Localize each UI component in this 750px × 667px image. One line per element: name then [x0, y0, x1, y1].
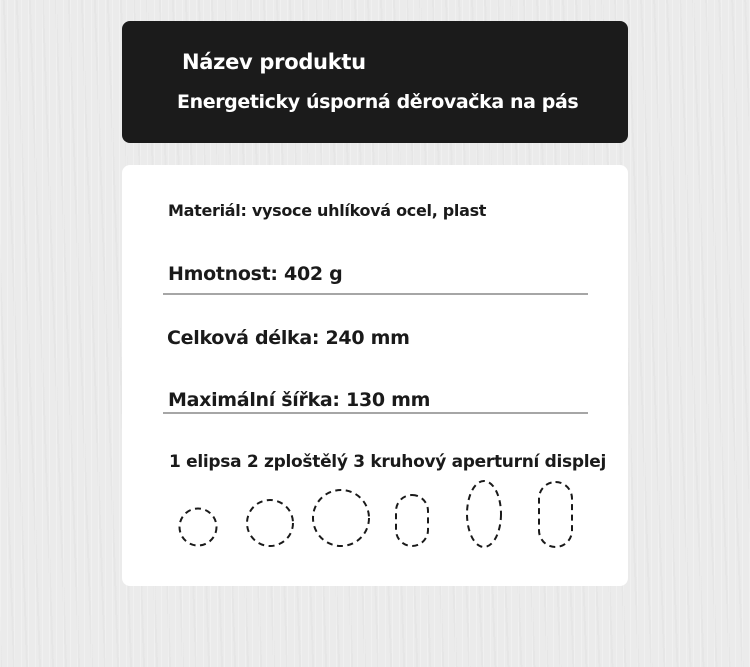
product-name-header	[122, 21, 628, 143]
product-name-label: Název produktu	[182, 50, 366, 74]
divider	[163, 293, 588, 295]
tall-ellipse-icon	[467, 481, 501, 547]
spec-weight: Hmotnost: 402 g	[168, 263, 343, 285]
small-flat-oval-icon	[396, 495, 428, 546]
specifications-card	[122, 165, 628, 586]
aperture-shapes-illustration	[122, 165, 628, 586]
medium-circle-icon	[247, 500, 293, 546]
tall-flat-oval-icon	[539, 482, 572, 547]
spec-total-length: Celková délka: 240 mm	[167, 327, 410, 349]
large-circle-icon	[313, 490, 369, 546]
small-circle-icon	[180, 509, 217, 546]
aperture-shapes-label: 1 elipsa 2 zploštělý 3 kruhový aperturní displej	[169, 452, 607, 472]
spec-material: Materiál: vysoce uhlíková ocel, plast	[168, 201, 487, 220]
product-name-value: Energeticky úsporná děrovačka na pás	[177, 91, 579, 113]
divider	[163, 412, 588, 414]
spec-max-width: Maximální šířka: 130 mm	[168, 389, 431, 411]
